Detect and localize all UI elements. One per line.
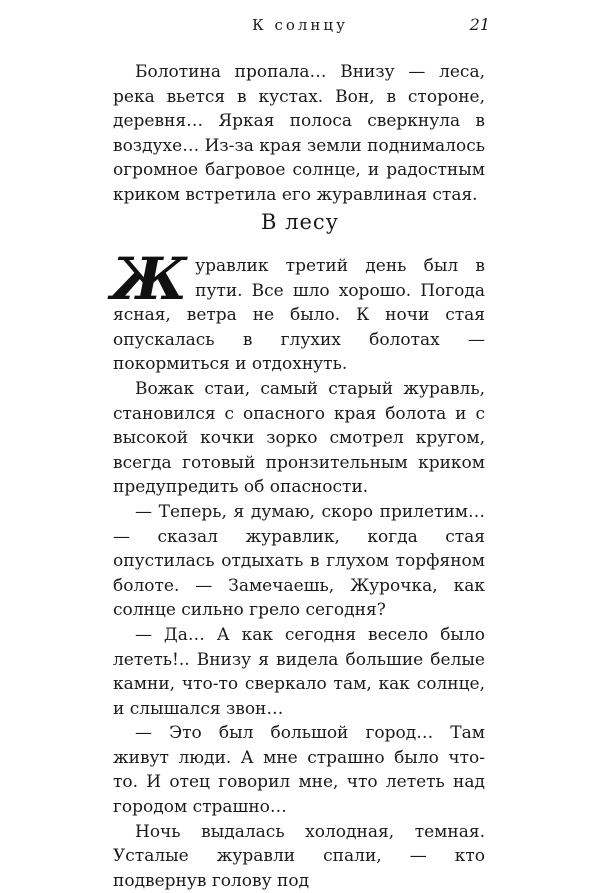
first-paragraph xyxy=(111,245,485,377)
dropcap: Ж xyxy=(111,245,188,313)
section-heading: В лесу xyxy=(261,210,339,234)
first-paragraph-text: уравлик третий день был в пути. Все шло хорошо. Погода ясная, ветра не было. К ночи стая опускалась в глухих болотах — покормиться и отдохнуть. xyxy=(113,256,485,375)
section-top-text xyxy=(113,60,485,208)
paragraph: Болотина пропала… Внизу — леса, река вьется в кустах. Вон, в стороне, деревня… Яркая полоса сверкнула в воздухе… Из-за края земли поднималось огромное багровое солнце, и радостным криком встретила его журавлиная стая. xyxy=(113,62,485,205)
paragraph: — Да… А как сегодня весело было лететь!.. Внизу я видела большие белые камни, что-то сверкало там, как солнце, и слышался звон… xyxy=(113,624,485,719)
paragraph: — Теперь, я думаю, скоро прилетим… — сказал журавлик, когда стая опустилась отдыхать в глухом торфяном болоте. — Замечаешь, Журочка, как солнце сильно грело сегодня? xyxy=(113,501,485,621)
paragraph: — Это был большой город… Там живут люди. А мне страшно было что-то. И отец говорил мне, что лететь над городом страшно… xyxy=(113,723,485,818)
running-head xyxy=(0,14,600,38)
running-title: К солнцу xyxy=(252,16,348,34)
paragraph: Вожак стаи, самый старый журавль, становился с опасного края болота и с высокой кочки зорко смотрел кругом, всегда готовый пронзительным криком предупредить об опасности. xyxy=(113,378,485,498)
section-main-text xyxy=(111,245,485,893)
page-number: 21 xyxy=(469,15,490,34)
paragraph: Ночь выдалась холодная, темная. Усталые журавли спали, — кто подвернув голову под xyxy=(113,821,485,891)
